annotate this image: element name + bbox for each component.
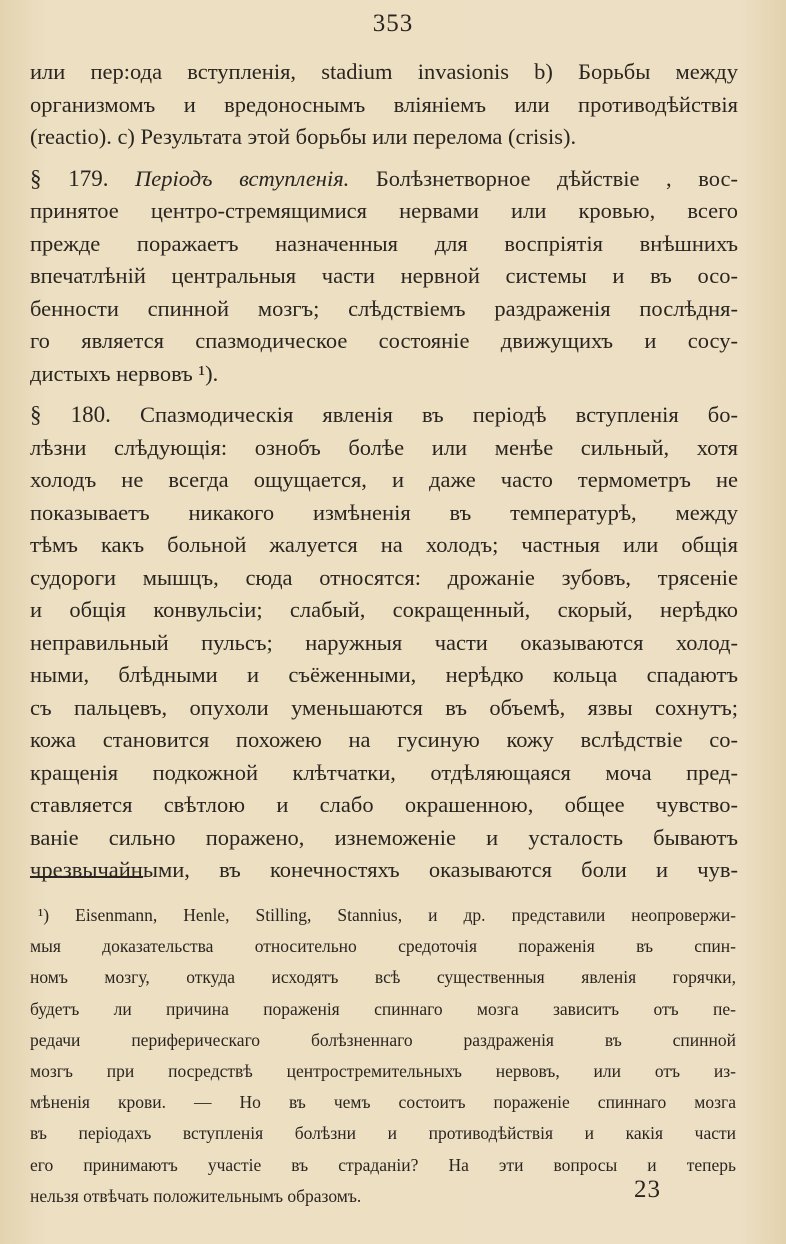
section-text: Спазмодическія явленія въ періодѣ вступленія бо-: [140, 402, 738, 427]
text-line: организмомъ и вредоноснымъ вліяніемъ или противодѣйствія: [30, 91, 738, 117]
text-line: чрезвычайными, въ конечностяхъ оказываются боли и чув-: [30, 857, 738, 882]
footnote-line: мозгъ при посредствѣ центростремительныхъ нервовъ, или отъ из-: [30, 1060, 736, 1081]
text-line: впечатлѣній центральныя части нервной системы и въ осо-: [30, 263, 738, 288]
main-text: [30, 56, 738, 887]
text-line: кожа становится похожею на гусиную кожу вслѣдствіе со-: [30, 727, 738, 752]
text-line: тѣмъ какъ больной жалуется на холодъ; частныя или общія: [30, 532, 738, 557]
text-line: кращенія подкожной клѣтчатки, отдѣляющаяся моча пред-: [30, 759, 738, 785]
text-line: ными, блѣдными и съёженными, нерѣдко кольца спадаютъ: [30, 662, 738, 687]
text-line: (reactio). с) Результата этой борьбы или перелома (crisis).: [30, 124, 577, 149]
footnote-line: его принимаютъ участіе въ страданіи? На эти вопросы и теперь: [30, 1154, 736, 1175]
footnote-line: номъ мозгу, откуда исходятъ всѣ существенныя явленія горячки,: [30, 967, 736, 988]
footnote-line: будетъ ли причина пораженія спиннаго мозга зависитъ отъ пе-: [30, 998, 736, 1019]
footnote-marker: ¹): [38, 905, 50, 925]
text-line: съ пальцевъ, опухоли уменьшаются въ объемѣ, язвы сохнутъ;: [30, 694, 738, 720]
text-line: судороги мышцъ, сюда относятся: дрожаніе зубовъ, трясеніе: [30, 564, 738, 590]
footnote: [30, 900, 736, 1212]
text-line: принятое центро-стремящимися нервами или кровью, всего: [30, 198, 738, 223]
text-line: неправильный пульсъ; наружныя части оказываются холод-: [30, 629, 738, 655]
text-line: прежде поражаетъ назначенныя для воспріятія внѣшнихъ: [30, 230, 738, 256]
section-heading: Періодъ вступленія.: [135, 165, 350, 191]
text-line: холодъ не всегда ощущается, и даже часто термометръ не: [30, 467, 738, 492]
footnote-divider: [30, 876, 143, 878]
footnote-line: нельзя отвѣчать положительнымъ образомъ.: [30, 1185, 362, 1206]
section-180-first-line: [30, 399, 738, 432]
section-text: Болѣзнетворное дѣйствіе , вос-: [375, 165, 738, 191]
section-number: § 179.: [30, 165, 109, 191]
text-line: бенности спинной мозгъ; слѣдствіемъ раздраженія послѣдня-: [30, 295, 738, 321]
text-line: ваніе сильно поражено, изнеможеніе и усталость бываютъ: [30, 824, 738, 850]
footnote-line: редачи периферическаго болѣзненнаго раздраженія въ спинной: [30, 1029, 736, 1050]
text-line: го является спазмодическое состояніе движущихъ и сосу-: [30, 328, 738, 353]
section-179-first-line: [30, 163, 738, 196]
footnote-text: Eisenmann, Henle, Stilling, Stannius, и др. представили неопровержи-: [75, 905, 736, 925]
section-number: § 180.: [30, 402, 111, 427]
text-line: ставляется свѣтлою и слабо окрашенною, общее чувство-: [30, 792, 738, 817]
text-line: лѣзни слѣдующія: ознобъ болѣе или менѣе сильный, хотя: [30, 434, 738, 460]
signature-mark: 23: [634, 1176, 661, 1203]
page-number: 353: [372, 10, 414, 37]
text-line: и общія конвульсіи; слабый, сокращенный, скорый, нерѣдко: [30, 597, 738, 622]
footnote-line: въ періодахъ вступленія болѣзни и противодѣйствія и какія части: [30, 1123, 736, 1144]
footnote-line: мѣненія крови. — Но въ чемъ состоитъ пораженіе спиннаго мозга: [30, 1092, 736, 1113]
text-line: или пер:ода вступленія, stadium invasionis b) Борьбы между: [30, 59, 738, 84]
footnote-line: мыя доказательства относительно средоточія пораженія въ спин-: [30, 936, 736, 957]
text-line: дистыхъ нервовъ ¹).: [30, 360, 219, 386]
text-line: показываетъ никакого измѣненія въ температурѣ, между: [30, 499, 738, 525]
footnote-first-line: [30, 900, 736, 931]
